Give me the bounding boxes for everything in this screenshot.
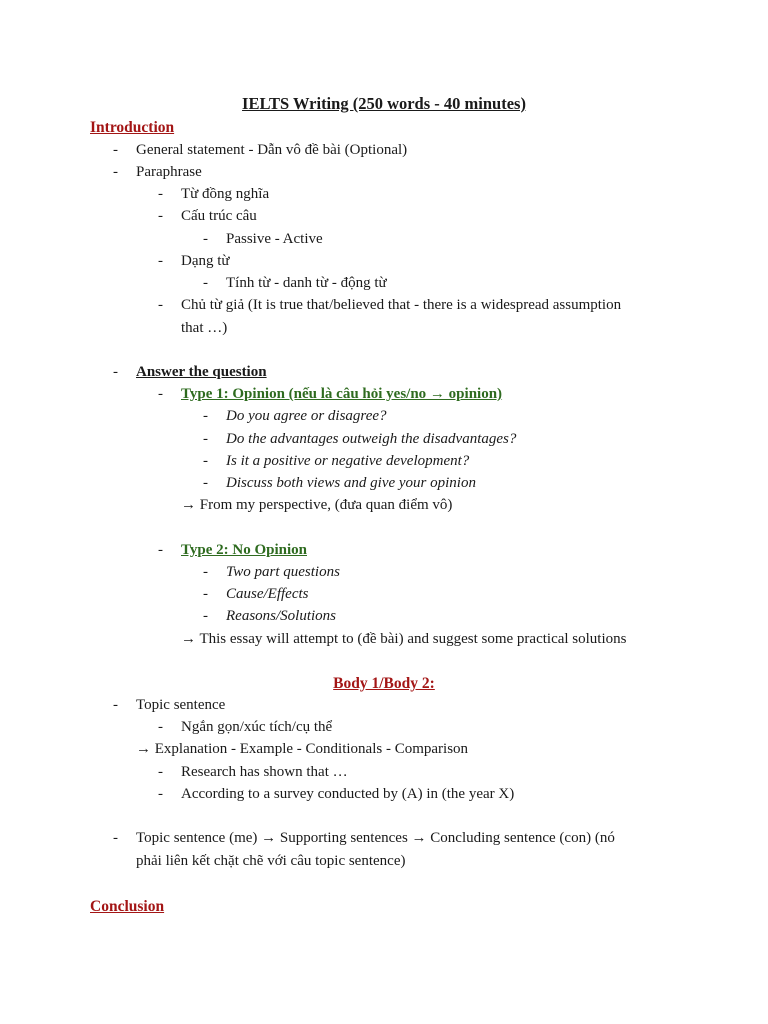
bullet-dash: - [203,608,208,624]
synonyms: Từ đồng nghĩa [181,186,270,202]
type1-item: Do you agree or disagree? [226,408,387,424]
bullet-dash: - [113,364,118,380]
bullet-dash: - [113,142,118,158]
bullet-dash: - [113,830,118,846]
bullet-dash: - [203,231,208,247]
topic-chain-line1: Topic sentence (me) → Supporting sentences → Concluding sentence (con) (nó [136,830,615,846]
bullet-dash: - [158,719,163,735]
bullet-dash: - [203,275,208,291]
introduction-heading: Introduction [90,119,175,136]
bullet-dash: - [203,431,208,447]
bullet-dash: - [158,297,163,313]
bullet-dash: - [158,386,163,402]
type2-heading: Type 2: No Opinion [181,542,307,558]
conclusion-heading: Conclusion [90,898,165,915]
answer-question: Answer the question [136,364,267,380]
bullet-dash: - [113,697,118,713]
dummy-subject-line1: Chủ từ giả (It is true that/believed that - there is a widespread assumption [181,297,622,313]
bullet-dash: - [158,186,163,202]
type1-item: Is it a positive or negative development? [226,453,470,469]
bullet-dash: - [203,475,208,491]
paraphrase: Paraphrase [136,164,202,180]
type2-item: Cause/Effects [226,586,309,602]
bullet-dash: - [158,253,163,269]
type2-item: Two part questions [226,564,340,580]
bullet-dash: - [203,586,208,602]
general-statement: General statement - Dẫn vô đề bài (Optional) [136,142,408,158]
type1-item: Discuss both views and give your opinion [226,475,476,491]
bullet-dash: - [158,542,163,558]
bullet-dash: - [203,408,208,424]
document-title: IELTS Writing (250 words - 40 minutes) [242,94,526,113]
type2-arrow-note: → This essay will attempt to (đề bài) and suggest some practical solutions [181,631,627,647]
bullet-dash: - [203,564,208,580]
topic-chain-line2: phải liên kết chặt chẽ với câu topic sentence) [136,853,406,869]
survey-note: According to a survey conducted by (A) in (the year X) [181,786,515,802]
research-note: Research has shown that … [181,764,348,780]
bullet-dash: - [113,164,118,180]
bullet-dash: - [158,208,163,224]
word-form: Dạng từ [181,253,230,269]
concise-note: Ngắn gọn/xúc tích/cụ thể [181,719,333,735]
topic-sentence: Topic sentence [136,697,226,713]
bullet-dash: - [158,764,163,780]
bullet-dash: - [203,453,208,469]
body-heading-text: Body 1/Body 2: [333,675,435,692]
word-form-detail: Tính từ - danh từ - động từ [226,275,387,291]
passive-active: Passive - Active [226,231,323,247]
dummy-subject-line2: that …) [181,320,228,336]
type1-item: Do the advantages outweigh the disadvantages? [226,431,517,447]
body-heading [0,675,768,693]
type1-heading: Type 1: Opinion (nếu là câu hỏi yes/no → opinion) [181,386,503,402]
bullet-dash: - [158,786,163,802]
type1-arrow-note: → From my perspective, (đưa quan điểm vô) [181,497,453,513]
type2-item: Reasons/Solutions [226,608,337,624]
sentence-structure: Cấu trúc câu [181,208,257,224]
explanation-arrow-note: → Explanation - Example - Conditionals - Comparison [136,741,469,757]
